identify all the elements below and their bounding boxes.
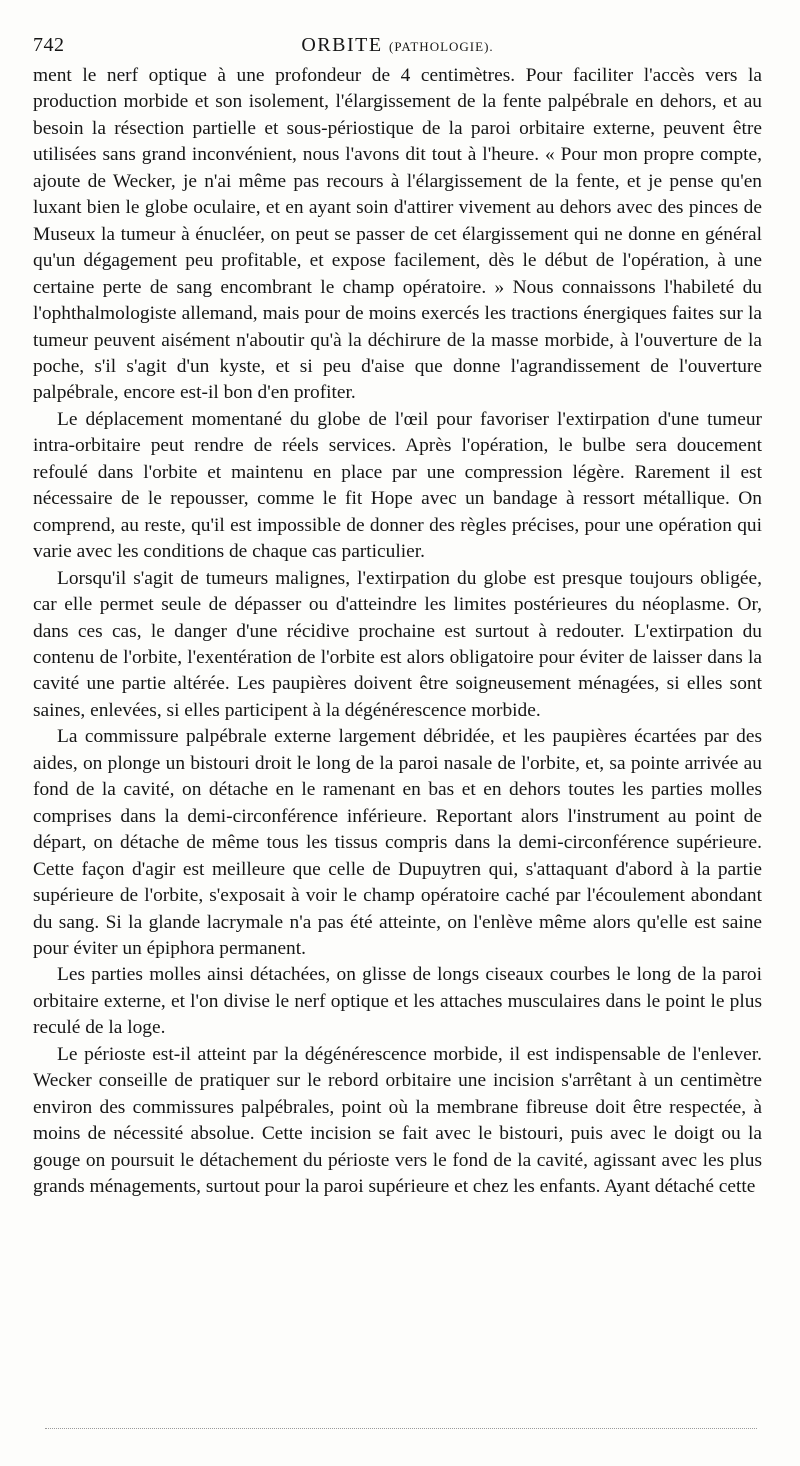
page-number: 742 xyxy=(33,34,65,56)
body-text xyxy=(33,63,762,1200)
paragraph: Les parties molles ainsi détachées, on glisse de longs ciseaux courbes le long de la paroi orbitaire externe, et l'on divise le nerf optique et les attaches musculaires dans le point le plus reculé de la loge. xyxy=(33,964,762,1039)
footer-dotted-rule xyxy=(45,1428,757,1429)
running-title-main: ORBITE xyxy=(301,34,383,56)
page-header xyxy=(33,30,762,60)
running-title xyxy=(33,30,762,62)
paragraph: Le déplacement momentané du globe de l'œil pour favoriser l'extirpation d'une tumeur intra-orbitaire peut rendre de réels services. Après l'opération, le bulbe sera doucement refoulé dans l'orbite et maintenu en place par une compression légère. Rarement il est nécessaire de le repousser, comme le fit Hope avec un bandage à ressort métallique. On comprend, au reste, qu'il est impossible de donner des règles précises, pour une opération qui varie avec les conditions de chaque cas particulier. xyxy=(33,408,762,563)
paragraph-continued: ment le nerf optique à une profondeur de 4 centimètres. Pour faciliter l'accès vers la production morbide et son isolement, l'élargissement de la fente palpébrale en dehors, et au besoin la résection partielle et sous-périostique de la paroi orbitaire externe, peuvent être utilisées sans grand inconvénient, nous l'avons dit tout à l'heure. « Pour mon propre compte, ajoute de Wecker, je n'ai même pas recours à l'élargissement de la fente, et je pense qu'en luxant bien le globe oculaire, et en ayant soin d'attirer vivement au dehors avec des pinces de Museux la tumeur à énucléer, on peut se passer de cet élargissement qui ne donne en général qu'un dégagement peu profitable, et expose facilement, dès le début de l'opération, à une certaine perte de sang encombrant le champ opératoire. » Nous connaissons l'habileté du l'ophthalmologiste allemand, mais pour de moins exercés les tractions énergiques faites sur la tumeur peuvent aisément n'aboutir qu'à la déchirure de la masse morbide, à l'ouverture de la poche, s'il s'agit d'un kyste, et si peu d'aise que donne l'agrandissement de l'ouverture palpébrale, encore est-il bon d'en profiter. xyxy=(33,65,762,404)
paragraph: La commissure palpébrale externe largement débridée, et les paupières écartées par des aides, on plonge un bistouri droit le long de la paroi nasale de l'orbite, et, sa pointe arrivée au fond de la cavité, on détache en le ramenant en bas et en dehors toutes les parties molles comprises dans la demi-circonférence inférieure. Reportant alors l'instrument au point de départ, on détache de même tous les tissus compris dans la demi-circonférence supérieure. Cette façon d'agir est meilleure que celle de Dupuytren qui, s'attaquant d'abord à la partie supérieure de l'orbite, s'exposait à voir le champ opératoire caché par l'écoulement abondant du sang. Si la glande lacrymale n'a pas été atteinte, on l'enlève même alors qu'elle est saine pour éviter un épiphora permanent. xyxy=(33,726,762,959)
paragraph: Lorsqu'il s'agit de tumeurs malignes, l'extirpation du globe est presque toujours obligée, car elle permet seule de dépasser ou d'atteindre les limites postérieures du néoplasme. Or, dans ces cas, le danger d'une récidive prochaine est surtout à redouter. L'extirpation du contenu de l'orbite, l'exentération de l'orbite est alors obligatoire pour éviter de laisser dans la cavité une partie altérée. Les paupières doivent être soigneusement ménagées, si elles sont saines, enlevées, si elles participent à la dégénérescence morbide. xyxy=(33,567,762,721)
running-title-sub: (PATHOLOGIE). xyxy=(389,39,494,54)
paragraph: Le périoste est-il atteint par la dégénérescence morbide, il est indispensable de l'enlever. Wecker conseille de pratiquer sur le rebord orbitaire une incision s'arrêtant à un centimètre environ des commissures palpébrales, point où la membrane fibreuse doit être respectée, à moins de nécessité absolue. Cette incision se fait avec le bistouri, puis avec le doigt ou la gouge on poursuit le détachement du périoste vers le fond de la cavité, agissant avec les plus grands ménagements, surtout pour la paroi supérieure et chez les enfants. Ayant détaché cette xyxy=(33,1043,762,1198)
